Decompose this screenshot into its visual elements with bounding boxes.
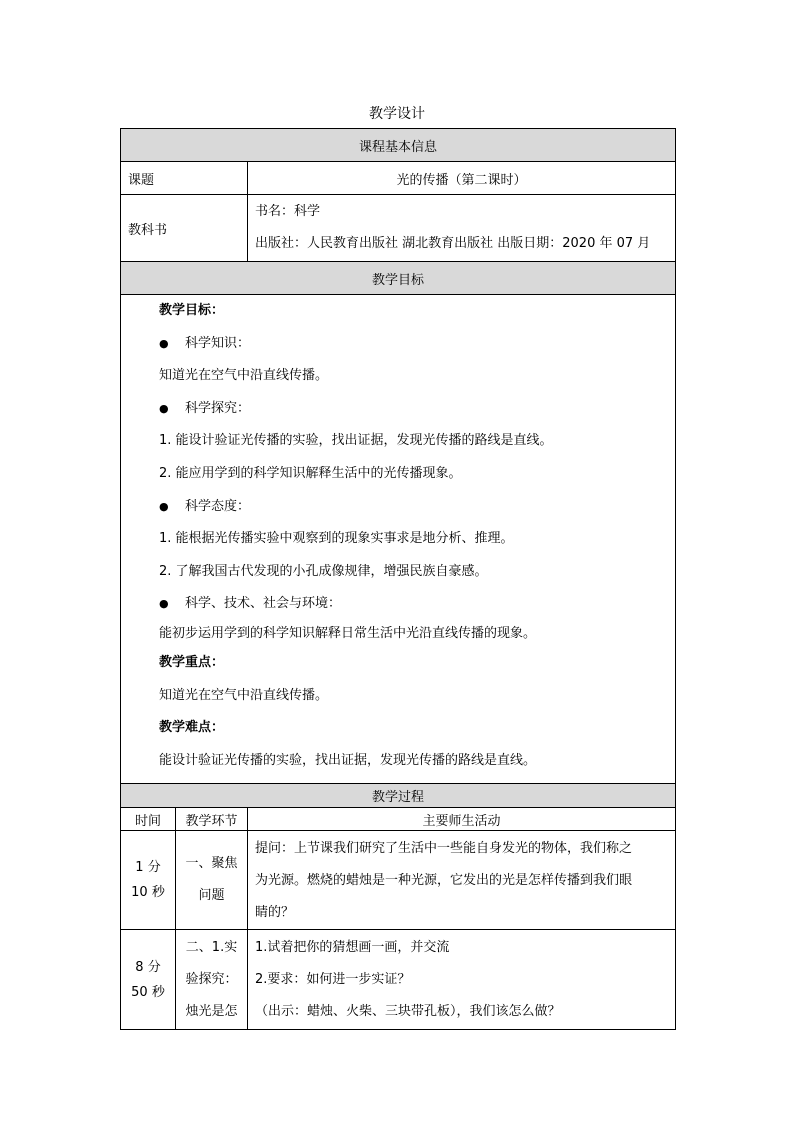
row1-activity-line3: 睛的？ bbox=[255, 905, 295, 921]
key-point-item: 知道光在空气中沿直线传播。 bbox=[159, 687, 329, 703]
row1-stage-line1: 一、聚焦 bbox=[185, 856, 238, 872]
textbook-info bbox=[248, 195, 676, 262]
row2-stage-line3: 烛光是怎 bbox=[185, 1004, 238, 1020]
row1-stage-line2: 问题 bbox=[198, 888, 225, 904]
process-header-row bbox=[121, 784, 676, 808]
process-row-1 bbox=[121, 831, 676, 930]
textbook-label: 教科书 bbox=[121, 195, 248, 262]
difficulty-item: 能设计验证光传播的实验，找出证据，发现光传播的路线是直线。 bbox=[159, 752, 537, 768]
row1-time-seconds: 10 秒 bbox=[131, 885, 165, 901]
row2-activity-line3: （出示：蜡烛、火柴、三块带孔板），我们该怎么做？ bbox=[255, 1004, 561, 1020]
row1-time bbox=[121, 831, 176, 930]
row1-activity bbox=[248, 831, 676, 930]
sts-item: 能初步运用学到的科学知识解释日常生活中光沿直线传播的现象。 bbox=[159, 625, 537, 641]
column-activity: 主要师生活动 bbox=[248, 808, 676, 831]
column-time: 时间 bbox=[121, 808, 176, 831]
objectives-header: 教学目标 bbox=[121, 262, 676, 295]
row2-time bbox=[121, 930, 176, 1030]
row1-time-minutes: 1 分 bbox=[135, 860, 161, 876]
topic-value: 光的传播（第二课时） bbox=[248, 162, 676, 195]
inquiry-label: ● 科学探究： bbox=[159, 393, 669, 426]
process-header: 教学过程 bbox=[121, 784, 676, 808]
objectives-content bbox=[121, 295, 676, 784]
row2-activity bbox=[248, 930, 676, 1030]
process-columns-row bbox=[121, 808, 676, 831]
attitude-item-1: 1. 能根据光传播实验中观察到的现象实事求是地分析、推理。 bbox=[159, 531, 514, 547]
topic-row bbox=[121, 162, 676, 195]
attitude-label: ● 科学态度： bbox=[159, 491, 669, 524]
book-name: 书名：科学 bbox=[255, 204, 321, 219]
sts-label: ● 科学、技术、社会与环境： bbox=[159, 588, 669, 621]
column-stage: 教学环节 bbox=[176, 808, 248, 831]
row2-stage bbox=[176, 930, 248, 1030]
row1-activity-line1: 提问：上节课我们研究了生活中一些能自身发光的物体，我们称之 bbox=[255, 841, 633, 857]
inquiry-item-2: 2. 能应用学到的科学知识解释生活中的光传播现象。 bbox=[159, 465, 462, 481]
row2-activity-line1: 1.试着把你的猜想画一画，并交流 bbox=[255, 940, 450, 956]
row1-stage bbox=[176, 831, 248, 930]
basic-info-header-row bbox=[121, 129, 676, 162]
basic-info-header: 课程基本信息 bbox=[121, 129, 676, 162]
key-point-label: 教学重点： bbox=[159, 654, 225, 670]
publisher-info: 出版社：人民教育出版社 湖北教育出版社 出版日期：2020 年 07 月 bbox=[255, 236, 651, 251]
knowledge-label: ● 科学知识： bbox=[159, 328, 669, 361]
objectives-content-row bbox=[121, 295, 676, 784]
lesson-plan-table bbox=[120, 128, 676, 1030]
textbook-row bbox=[121, 195, 676, 262]
difficulty-label: 教学难点： bbox=[159, 720, 225, 736]
attitude-item-2: 2. 了解我国古代发现的小孔成像规律，增强民族自豪感。 bbox=[159, 563, 488, 579]
process-row-2 bbox=[121, 930, 676, 1030]
objectives-header-row bbox=[121, 262, 676, 295]
objectives-title: 教学目标： bbox=[159, 303, 225, 318]
row2-time-minutes: 8 分 bbox=[135, 959, 161, 975]
topic-label: 课题 bbox=[121, 162, 248, 195]
row2-stage-line2: 验探究： bbox=[185, 972, 238, 988]
row2-stage-line1: 二、1.实 bbox=[185, 940, 238, 956]
row2-time-seconds: 50 秒 bbox=[131, 984, 165, 1000]
row2-activity-line2: 2.要求：如何进一步实证？ bbox=[255, 972, 411, 988]
inquiry-item-1: 1. 能设计验证光传播的实验，找出证据，发现光传播的路线是直线。 bbox=[159, 433, 553, 449]
knowledge-item: 知道光在空气中沿直线传播。 bbox=[159, 368, 329, 384]
document-title: 教学设计 bbox=[369, 106, 425, 122]
row1-activity-line2: 为光源。燃烧的蜡烛是一种光源，它发出的光是怎样传播到我们眼 bbox=[255, 873, 633, 889]
